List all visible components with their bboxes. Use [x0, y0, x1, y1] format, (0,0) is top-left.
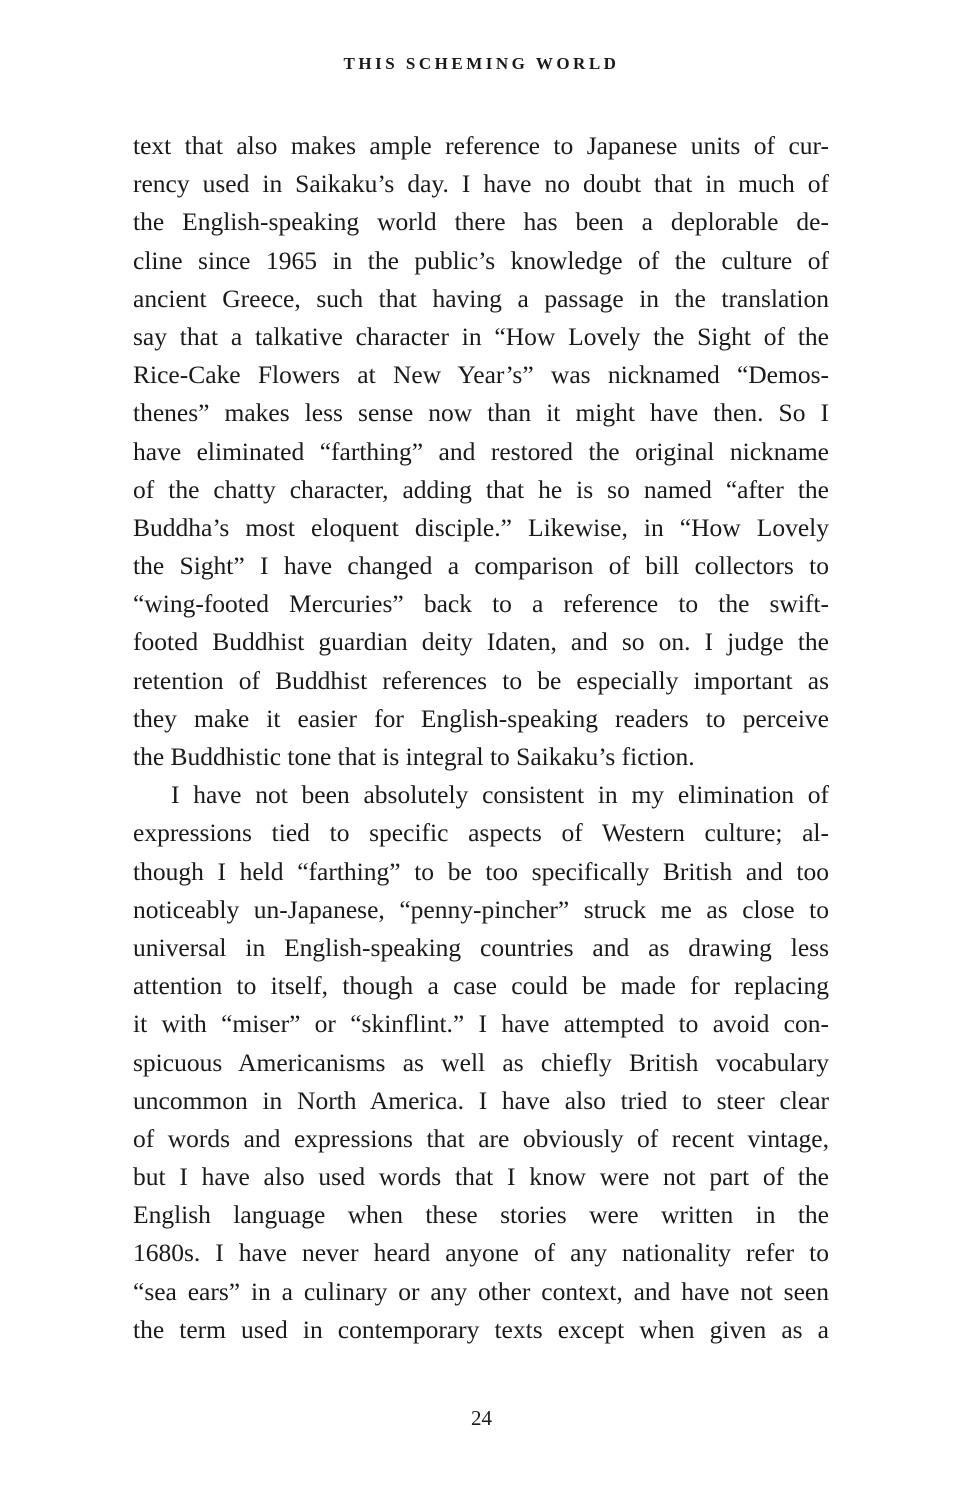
text-line: noticeably un-Japanese, “penny-pincher” struck me as close to	[133, 894, 829, 924]
text-line: universal in English-speaking countries and as drawing less	[133, 932, 829, 962]
body-text	[133, 127, 829, 1349]
text-line: uncommon in North America. I have also tried to steer clear	[133, 1085, 829, 1115]
text-line: they make it easier for English-speaking readers to perceive	[133, 703, 829, 733]
text-line: text that also makes ample reference to Japanese units of cur-	[133, 131, 829, 160]
text-line: the Sight” I have changed a comparison of bill collectors to	[133, 551, 829, 581]
text-line: have eliminated “farthing” and restored the original nickname	[133, 436, 829, 466]
text-line: rency used in Saikaku’s day. I have no doubt that in much of	[133, 169, 829, 199]
text-line: of words and expressions that are obviously of recent vintage,	[133, 1123, 829, 1153]
text-line: English language when these stories were written in the	[133, 1200, 829, 1230]
text-line: expressions tied to specific aspects of Western culture; al-	[133, 818, 829, 848]
text-line: cline since 1965 in the public’s knowledge of the culture of	[133, 245, 829, 275]
text-line: say that a talkative character in “How Lovely the Sight of the	[133, 321, 829, 351]
text-line: 1680s. I have never heard anyone of any nationality refer to	[133, 1238, 829, 1268]
text-line: it with “miser” or “skinflint.” I have attempted to avoid con-	[133, 1009, 829, 1039]
text-line: the Buddhistic tone that is integral to Saikaku’s fiction.	[133, 742, 695, 771]
text-line: thenes” makes less sense now than it might have then. So I	[133, 398, 829, 428]
text-line: “wing-footed Mercuries” back to a reference to the swift-	[133, 589, 829, 619]
text-line: of the chatty character, adding that he is so named “after the	[133, 474, 829, 504]
text-line: footed Buddhist guardian deity Idaten, and so on. I judge the	[133, 627, 829, 657]
text-line: “sea ears” in a culinary or any other context, and have not seen	[133, 1276, 829, 1306]
text-line: I have not been absolutely consistent in my elimination of	[171, 780, 829, 810]
text-line: the English-speaking world there has been a deplorable de-	[133, 207, 829, 237]
running-head: THIS SCHEMING WORLD	[343, 54, 620, 73]
text-line: Rice-Cake Flowers at New Year’s” was nicknamed “Demos-	[133, 360, 829, 390]
text-line: but I have also used words that I know were not part of the	[133, 1162, 829, 1192]
text-line: spicuous Americanisms as well as chiefly British vocabulary	[133, 1047, 829, 1077]
text-line: the term used in contemporary texts except when given as a	[133, 1314, 829, 1344]
page-number: 24	[471, 1406, 492, 1430]
text-line: retention of Buddhist references to be especially important as	[133, 665, 829, 695]
text-line: though I held “farthing” to be too specifically British and too	[133, 856, 829, 886]
text-line: Buddha’s most eloquent disciple.” Likewise, in “How Lovely	[133, 512, 829, 542]
text-line: ancient Greece, such that having a passage in the translation	[133, 283, 829, 313]
text-line: attention to itself, though a case could be made for replacing	[133, 971, 829, 1001]
